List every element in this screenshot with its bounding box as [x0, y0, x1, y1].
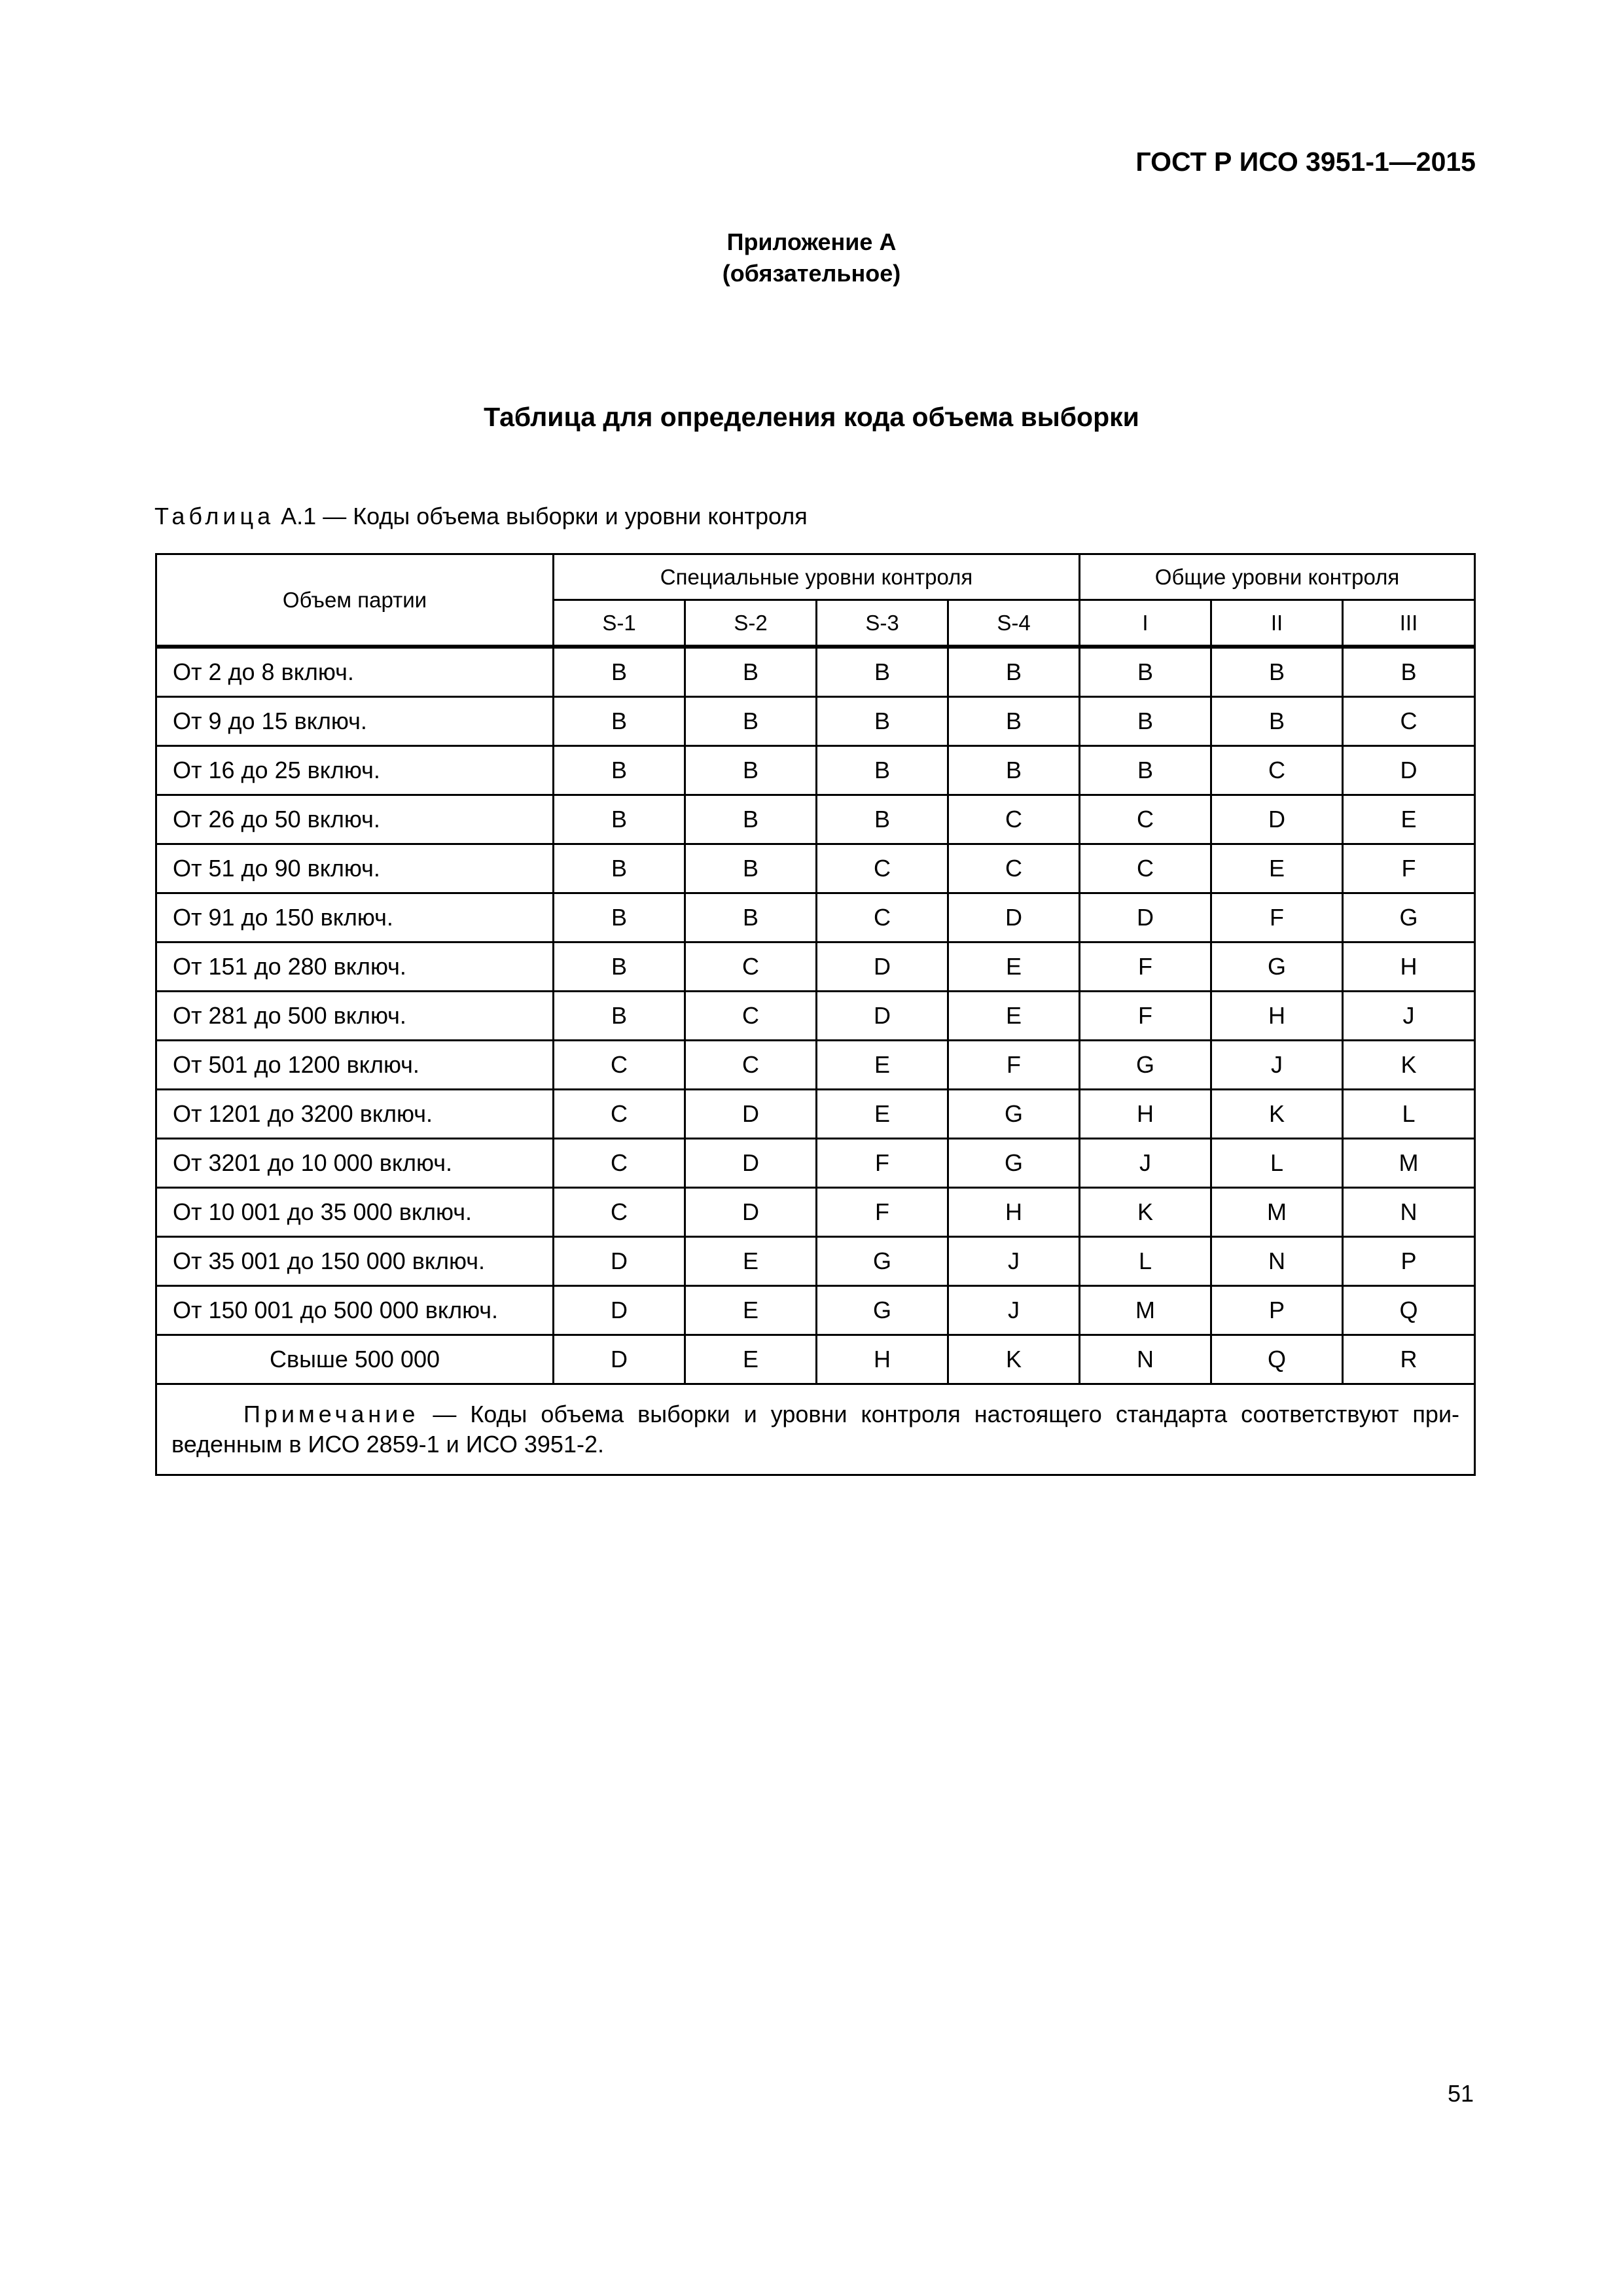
code-cell: B — [554, 893, 685, 942]
code-cell: F — [1343, 844, 1475, 893]
code-cell: H — [1343, 942, 1475, 992]
table-row — [156, 1286, 1475, 1335]
code-cell: G — [1080, 1041, 1211, 1090]
code-cell: B — [554, 942, 685, 992]
lot-size-cell: От 51 до 90 включ. — [156, 844, 554, 893]
code-cell: M — [1343, 1139, 1475, 1188]
code-cell: B — [554, 697, 685, 746]
code-cell: C — [554, 1090, 685, 1139]
code-cell: B — [685, 893, 817, 942]
code-cell: L — [1211, 1139, 1343, 1188]
code-cell: B — [554, 647, 685, 697]
code-cell: D — [1080, 893, 1211, 942]
table-caption — [154, 503, 808, 530]
code-cell: B — [1343, 647, 1475, 697]
code-cell: J — [1343, 992, 1475, 1041]
sample-size-code-table — [155, 553, 1476, 1476]
code-cell: P — [1211, 1286, 1343, 1335]
code-cell: B — [817, 697, 948, 746]
code-cell: B — [1080, 746, 1211, 795]
note-prefix: Примечание — [243, 1401, 419, 1427]
level-header-i: I — [1080, 600, 1211, 647]
code-cell: C — [817, 844, 948, 893]
code-cell: F — [817, 1139, 948, 1188]
page-title: Таблица для определения кода объема выборки — [484, 402, 1139, 432]
code-cell: C — [948, 844, 1080, 893]
code-cell: G — [1343, 893, 1475, 942]
code-cell: B — [948, 697, 1080, 746]
lot-size-cell: От 91 до 150 включ. — [156, 893, 554, 942]
lot-size-cell: От 3201 до 10 000 включ. — [156, 1139, 554, 1188]
table-caption-prefix: Таблица — [154, 503, 275, 529]
appendix-status: (обязательное) — [722, 260, 901, 287]
code-cell: G — [817, 1237, 948, 1286]
code-cell: N — [1211, 1237, 1343, 1286]
level-header-s3: S-3 — [817, 600, 948, 647]
note-text: — Коды объема выборки и уровни контроля настоящего стандарта соответствуют при-веденным в ИСО 2859-1 и ИСО 3951-2. — [171, 1401, 1460, 1458]
table-caption-text: А.1 — Коды объема выборки и уровни контроля — [274, 503, 808, 529]
code-cell: G — [948, 1090, 1080, 1139]
code-cell: B — [554, 844, 685, 893]
table-row — [156, 1139, 1475, 1188]
code-cell: C — [685, 1041, 817, 1090]
code-cell: E — [685, 1286, 817, 1335]
level-header-s1: S-1 — [554, 600, 685, 647]
code-cell: J — [948, 1237, 1080, 1286]
code-cell: B — [948, 647, 1080, 697]
level-header-ii: II — [1211, 600, 1343, 647]
code-cell: J — [948, 1286, 1080, 1335]
code-cell: Q — [1211, 1335, 1343, 1384]
table-row — [156, 1237, 1475, 1286]
code-cell: K — [948, 1335, 1080, 1384]
code-cell: E — [817, 1041, 948, 1090]
code-cell: E — [948, 992, 1080, 1041]
lot-size-cell: От 9 до 15 включ. — [156, 697, 554, 746]
code-cell: B — [685, 697, 817, 746]
lot-size-header: Объем партии — [156, 554, 554, 647]
lot-size-cell: От 35 001 до 150 000 включ. — [156, 1237, 554, 1286]
code-cell: D — [817, 942, 948, 992]
code-cell: D — [1343, 746, 1475, 795]
code-cell: C — [554, 1188, 685, 1237]
code-cell: D — [1211, 795, 1343, 844]
code-cell: B — [554, 992, 685, 1041]
lot-size-cell: От 10 001 до 35 000 включ. — [156, 1188, 554, 1237]
appendix-title: Приложение А — [726, 228, 897, 255]
code-cell: C — [685, 942, 817, 992]
code-cell: N — [1343, 1188, 1475, 1237]
code-cell: C — [948, 795, 1080, 844]
code-cell: F — [1080, 942, 1211, 992]
code-cell: D — [554, 1286, 685, 1335]
code-cell: H — [817, 1335, 948, 1384]
code-cell: F — [817, 1188, 948, 1237]
code-cell: M — [1211, 1188, 1343, 1237]
table-row — [156, 746, 1475, 795]
code-cell: R — [1343, 1335, 1475, 1384]
code-cell: C — [817, 893, 948, 942]
code-cell: D — [685, 1139, 817, 1188]
code-cell: K — [1343, 1041, 1475, 1090]
table-note-row — [156, 1384, 1475, 1475]
level-header-iii: III — [1343, 600, 1475, 647]
code-cell: B — [685, 795, 817, 844]
code-cell: C — [1343, 697, 1475, 746]
level-header-s2: S-2 — [685, 600, 817, 647]
code-cell: P — [1343, 1237, 1475, 1286]
code-cell: E — [1211, 844, 1343, 893]
code-cell: D — [817, 992, 948, 1041]
code-cell: B — [1211, 697, 1343, 746]
code-cell: H — [1080, 1090, 1211, 1139]
code-cell: C — [1080, 844, 1211, 893]
code-cell: G — [1211, 942, 1343, 992]
code-cell: D — [554, 1335, 685, 1384]
table-row — [156, 795, 1475, 844]
code-cell: E — [817, 1090, 948, 1139]
lot-size-cell: Свыше 500 000 — [156, 1335, 554, 1384]
lot-size-cell: От 150 001 до 500 000 включ. — [156, 1286, 554, 1335]
code-cell: L — [1343, 1090, 1475, 1139]
code-cell: J — [1211, 1041, 1343, 1090]
table-row — [156, 893, 1475, 942]
level-header-s4: S-4 — [948, 600, 1080, 647]
lot-size-cell: От 16 до 25 включ. — [156, 746, 554, 795]
code-cell: B — [948, 746, 1080, 795]
lot-size-cell: От 26 до 50 включ. — [156, 795, 554, 844]
lot-size-cell: От 2 до 8 включ. — [156, 647, 554, 697]
code-cell: D — [685, 1188, 817, 1237]
general-levels-header: Общие уровни контроля — [1080, 554, 1475, 600]
code-cell: K — [1080, 1188, 1211, 1237]
table-row — [156, 1188, 1475, 1237]
code-cell: E — [1343, 795, 1475, 844]
code-cell: B — [817, 647, 948, 697]
code-cell: C — [554, 1041, 685, 1090]
code-cell: G — [948, 1139, 1080, 1188]
code-cell: B — [685, 746, 817, 795]
code-cell: M — [1080, 1286, 1211, 1335]
code-cell: B — [554, 746, 685, 795]
code-cell: B — [1080, 697, 1211, 746]
code-cell: B — [817, 746, 948, 795]
code-cell: C — [554, 1139, 685, 1188]
code-cell: D — [554, 1237, 685, 1286]
code-cell: B — [554, 795, 685, 844]
code-cell: E — [685, 1237, 817, 1286]
code-cell: K — [1211, 1090, 1343, 1139]
special-levels-header: Специальные уровни контроля — [554, 554, 1080, 600]
code-cell: H — [948, 1188, 1080, 1237]
code-cell: F — [1211, 893, 1343, 942]
table-row — [156, 942, 1475, 992]
table-row — [156, 1335, 1475, 1384]
table-row — [156, 844, 1475, 893]
code-cell: C — [1211, 746, 1343, 795]
code-cell: F — [948, 1041, 1080, 1090]
code-cell: D — [948, 893, 1080, 942]
code-cell: B — [1080, 647, 1211, 697]
lot-size-cell: От 501 до 1200 включ. — [156, 1041, 554, 1090]
table-row — [156, 1041, 1475, 1090]
table-row — [156, 1090, 1475, 1139]
code-cell: E — [685, 1335, 817, 1384]
code-cell: B — [685, 647, 817, 697]
appendix-heading — [0, 226, 1623, 289]
code-cell: H — [1211, 992, 1343, 1041]
code-cell: E — [948, 942, 1080, 992]
table-row — [156, 992, 1475, 1041]
table-row — [156, 647, 1475, 697]
code-cell: B — [817, 795, 948, 844]
code-cell: C — [685, 992, 817, 1041]
table-row — [156, 697, 1475, 746]
lot-size-cell: От 1201 до 3200 включ. — [156, 1090, 554, 1139]
code-cell: B — [1211, 647, 1343, 697]
code-cell: Q — [1343, 1286, 1475, 1335]
document-code: ГОСТ Р ИСО 3951-1—2015 — [1135, 147, 1476, 177]
table-note — [156, 1384, 1475, 1475]
code-cell: B — [685, 844, 817, 893]
lot-size-cell: От 151 до 280 включ. — [156, 942, 554, 992]
code-cell: G — [817, 1286, 948, 1335]
code-cell: C — [1080, 795, 1211, 844]
code-cell: F — [1080, 992, 1211, 1041]
page-number: 51 — [1447, 2080, 1474, 2107]
code-cell: J — [1080, 1139, 1211, 1188]
code-cell: L — [1080, 1237, 1211, 1286]
lot-size-cell: От 281 до 500 включ. — [156, 992, 554, 1041]
code-cell: N — [1080, 1335, 1211, 1384]
code-cell: D — [685, 1090, 817, 1139]
